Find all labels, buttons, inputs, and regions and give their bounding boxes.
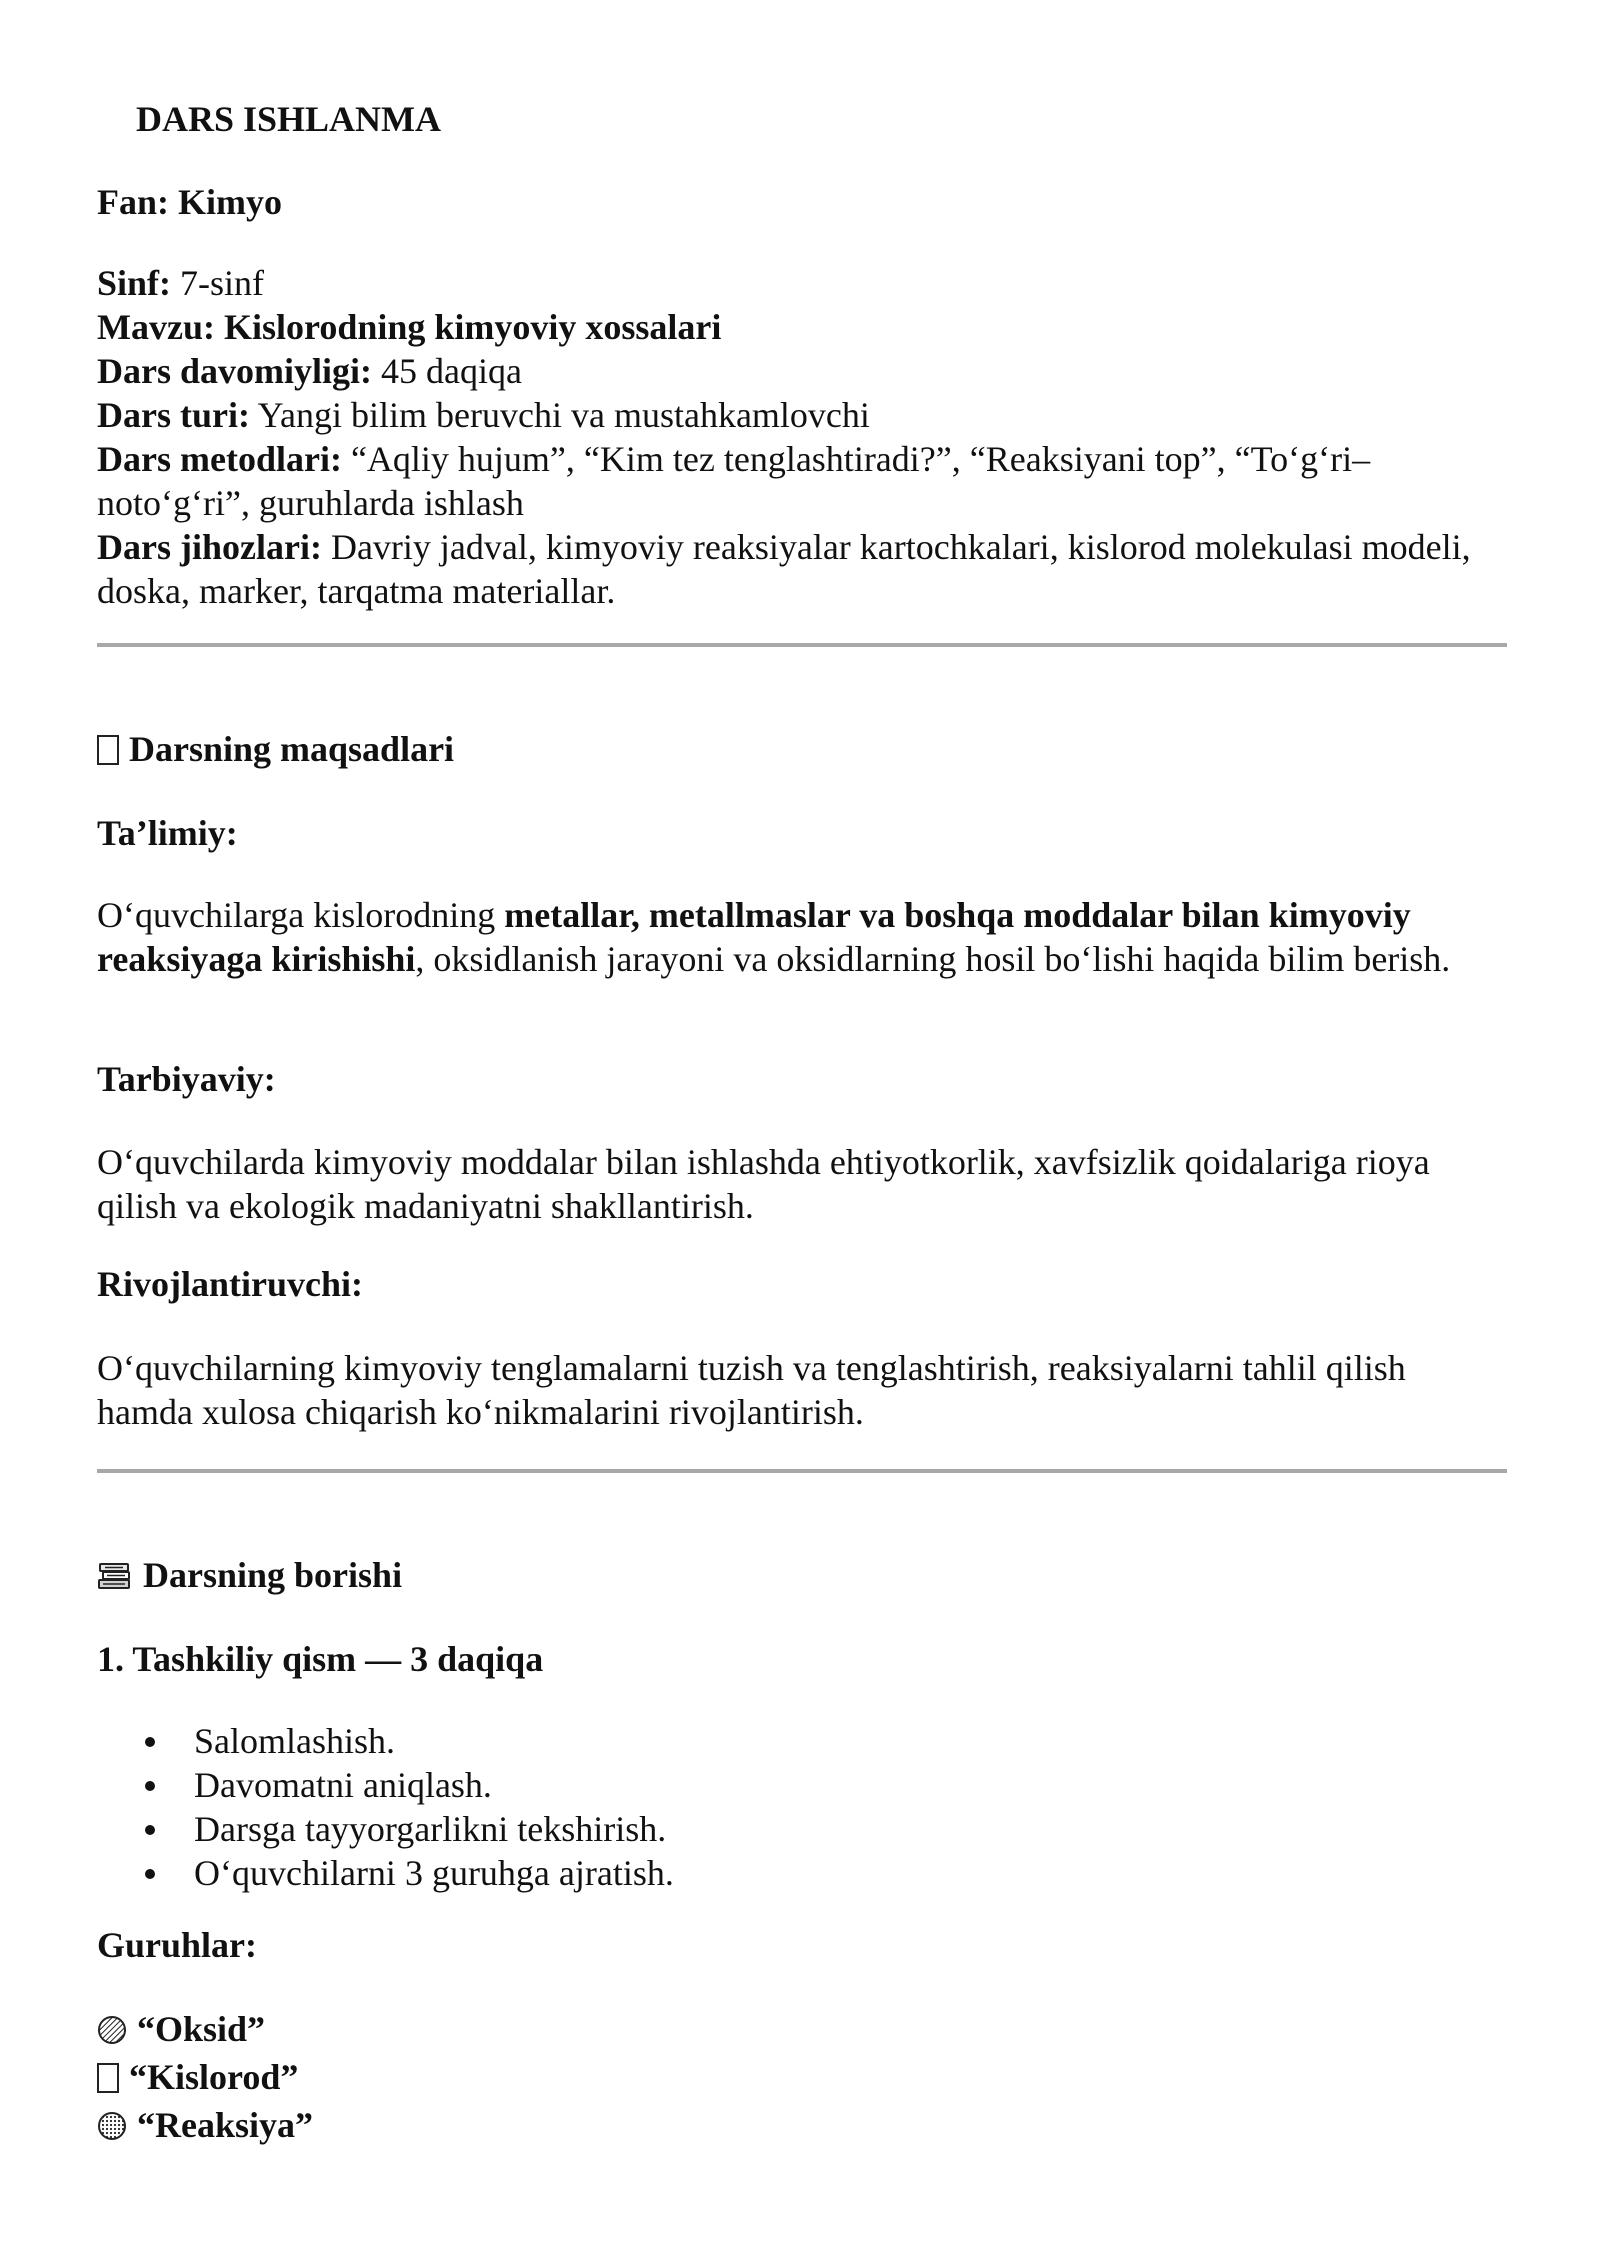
talimiy-label: Ta’limiy: [97, 813, 238, 853]
dotted-circle-icon [97, 2111, 127, 2141]
group-oksid [97, 2005, 1507, 2053]
mavzu-line [97, 305, 1507, 349]
list-item-text: Davomatni aniqlash. [194, 1765, 492, 1805]
tarbiyaviy-text: O‘quvchilarda kimyoviy moddalar bilan ishlashda ehtiyotkorlik, xavfsizlik qoidalariga rioya qilish va ekologik madaniyatni shakllantirish. [97, 1142, 1430, 1226]
divider [97, 1469, 1507, 1473]
talimiy-text-end: , oksidlanish jarayoni va oksidlarning hosil bo‘lishi haqida bilim berish. [415, 939, 1451, 979]
turi-line [97, 393, 1507, 437]
metodlar-label: Dars metodlari: [97, 439, 342, 479]
talimiy-text-bold: metallar, metallmaslar va boshqa moddalar bilan kimyoviy reaksiyaga kirishishi [97, 895, 1411, 979]
box-icon [97, 2063, 119, 2093]
rivojlantiruvchi-label: Rivojlantiruvchi: [97, 1264, 363, 1304]
list-item [97, 1807, 674, 1851]
step1-list [97, 1719, 674, 1895]
mavzu-value: Kislorodning kimyoviy xossalari [223, 307, 722, 347]
sinf-label: Sinf: [97, 263, 172, 303]
groups-label: Guruhlar: [97, 1925, 258, 1965]
list-item [97, 1763, 674, 1807]
fan-label: Fan: [97, 182, 169, 222]
sinf-line [97, 261, 1507, 305]
fan-value: Kimyo [178, 182, 282, 222]
divider [97, 643, 1507, 647]
goals-heading-text: Darsning maqsadlari [129, 729, 455, 769]
group-kislorod [97, 2053, 1507, 2101]
talimiy-text-start: O‘quvchilarga kislorodning [97, 895, 505, 935]
talimiy-text [97, 893, 1507, 981]
davomiylik-line [97, 349, 1507, 393]
mavzu-label: Mavzu: [97, 307, 215, 347]
books-icon [97, 1561, 133, 1591]
tarbiyaviy-label: Tarbiyaviy: [97, 1059, 276, 1099]
jihozlar-label: Dars jihozlari: [97, 527, 322, 567]
group-name: “Oksid” [137, 2009, 266, 2049]
davomiylik-value: 45 daqiqa [381, 351, 522, 391]
list-item-text: Salomlashish. [194, 1721, 396, 1761]
jihozlar-value: Davriy jadval, kimyoviy reaksiyalar kartochkalari, kislorod molekulasi modeli, doska, marker, tarqatma materiallar. [97, 527, 1471, 611]
hatched-circle-icon [97, 2015, 127, 2045]
step1-title: 1. Tashkiliy qism — 3 daqiqa [97, 1639, 544, 1679]
list-item-text: Darsga tayyorgarlikni tekshirish. [194, 1809, 667, 1849]
list-item [97, 1719, 674, 1763]
davomiylik-label: Dars davomiyligi: [97, 351, 372, 391]
goals-heading [97, 727, 454, 771]
rivojlantiruvchi-text: O‘quvchilarning kimyoviy tenglamalarni tuzish va tenglashtirish, reaksiyalarni tahlil qilish hamda xulosa chiqarish ko‘nikmalarini rivojlantirish. [97, 1348, 1406, 1432]
sinf-value: 7-sinf [180, 263, 265, 303]
turi-label: Dars turi: [97, 395, 250, 435]
turi-value: Yangi bilim beruvchi va mustahkamlovchi [257, 395, 870, 435]
fan-line [97, 180, 1507, 224]
metodlar-value: “Aqliy hujum”, “Kim tez tenglashtiradi?”, “Reaksiyani top”, “To‘g‘ri–noto‘g‘ri”, guruhlarda ishlash [97, 439, 1371, 523]
list-item [97, 1851, 674, 1895]
group-reaksiya [97, 2101, 1507, 2149]
jihozlar-line [97, 525, 1507, 613]
group-name: “Kislorod” [129, 2057, 299, 2097]
process-heading-text: Darsning borishi [143, 1555, 403, 1595]
process-heading [97, 1553, 402, 1597]
lesson-meta [97, 261, 1507, 613]
group-name: “Reaksiya” [137, 2105, 314, 2145]
document-title: DARS ISHLANMA [136, 99, 442, 139]
target-icon [97, 735, 119, 765]
groups-list [97, 2005, 1507, 2149]
metodlar-line [97, 437, 1507, 525]
list-item-text: O‘quvchilarni 3 guruhga ajratish. [194, 1853, 674, 1893]
